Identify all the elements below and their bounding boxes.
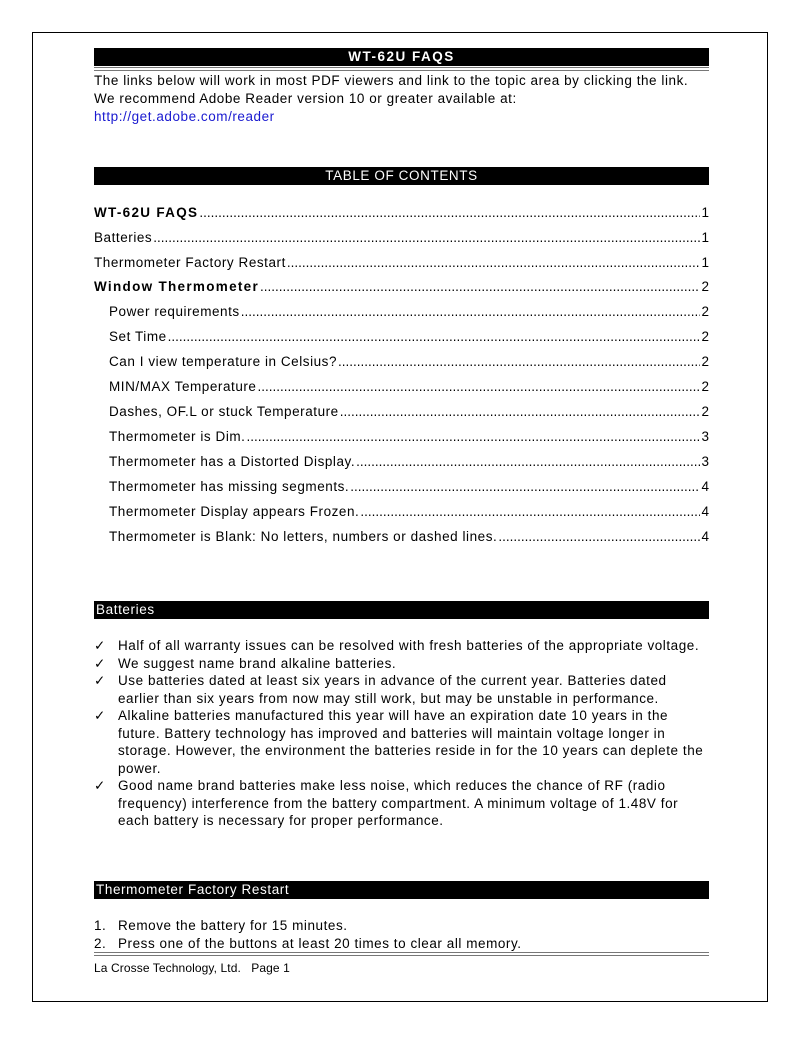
- batteries-list-container: [94, 637, 709, 830]
- toc-entry-label: Thermometer Display appears Frozen.: [109, 504, 360, 519]
- toc-entry-page: 4: [701, 479, 709, 494]
- toc-entry-label: Can I view temperature in Celsius?: [109, 354, 338, 369]
- toc-entry-page: 3: [701, 429, 709, 444]
- toc-leader-dots: [338, 353, 700, 371]
- toc-entry-min-max[interactable]: [109, 378, 709, 396]
- step-number: 1.: [94, 918, 107, 933]
- toc-entry-batteries[interactable]: [94, 229, 709, 247]
- intro-text: The links below will work in most PDF viewers and link to the topic area by clicking the link. We recommend Adobe Reader version 10 or greater available at:: [94, 73, 689, 106]
- toc-entry-label: Dashes, OF.L or stuck Temperature: [109, 404, 339, 419]
- checkmark-icon: ✓: [94, 638, 106, 653]
- list-item: 2. Press one of the buttons at least 20 times to clear all memory.: [94, 936, 522, 951]
- toc-entry-page: 1: [701, 230, 709, 245]
- page-frame: [32, 32, 768, 1002]
- step-number: 2.: [94, 936, 107, 951]
- toc-entry-dashes[interactable]: [109, 403, 709, 421]
- intro-paragraph: [94, 72, 709, 126]
- toc-entry-page: 3: [701, 454, 709, 469]
- toc-entry-label: Batteries: [94, 230, 153, 245]
- toc-entry-missing-segments[interactable]: [109, 478, 709, 496]
- toc-entry-wt62u-faqs[interactable]: [94, 204, 709, 222]
- toc-leader-dots: [287, 254, 701, 272]
- toc-entry-page: 2: [701, 354, 709, 369]
- toc-entry-blank[interactable]: [109, 528, 709, 546]
- toc-leader-dots: [199, 204, 700, 222]
- document-title: WT-62U FAQS: [348, 49, 455, 64]
- document-title-bar: [94, 48, 709, 66]
- toc-entry-frozen[interactable]: [109, 503, 709, 521]
- toc-entry-label: Window Thermometer: [94, 279, 260, 294]
- toc-entry-label: MIN/MAX Temperature: [109, 379, 257, 394]
- factory-restart-heading: Thermometer Factory Restart: [96, 882, 290, 897]
- toc-entry-label: Thermometer Factory Restart: [94, 255, 286, 270]
- checkmark-icon: ✓: [94, 655, 106, 671]
- toc-entry-label: WT-62U FAQS: [94, 205, 199, 220]
- toc-entry-label: Power requirements: [109, 304, 240, 319]
- list-item: ✓ We suggest name brand alkaline batteries.: [94, 655, 397, 671]
- batteries-list: [94, 637, 709, 830]
- toc-entry-label: Set Time: [109, 329, 167, 344]
- restart-steps: [94, 917, 709, 953]
- toc-entry-factory-restart[interactable]: [94, 254, 709, 272]
- toc-entry-distorted[interactable]: [109, 453, 709, 471]
- checkmark-icon: ✓: [94, 673, 106, 688]
- toc-entry-page: 2: [701, 304, 709, 319]
- toc-entry-page: 4: [701, 504, 709, 519]
- toc-title-bar: [94, 167, 709, 185]
- toc-entry-page: 1: [701, 205, 709, 220]
- footer-rule: [94, 952, 709, 956]
- toc-entry-page: 2: [701, 329, 709, 344]
- toc-title: TABLE OF CONTENTS: [325, 168, 478, 183]
- batteries-heading-bar: [94, 601, 709, 619]
- toc-leader-dots: [360, 503, 700, 521]
- page-footer: La Crosse Technology, Ltd. Page 1: [94, 961, 290, 975]
- list-item: ✓ Half of all warranty issues can be resolved with fresh batteries of the appropriate voltage.: [94, 638, 700, 653]
- toc-entry-dim[interactable]: [109, 428, 709, 446]
- toc-leader-dots: [350, 478, 700, 496]
- toc-entry-label: Thermometer has a Distorted Display.: [109, 454, 356, 469]
- checkmark-icon: ✓: [94, 778, 106, 793]
- list-item: 1. Remove the battery for 15 minutes.: [94, 918, 348, 933]
- title-rule: [94, 67, 709, 71]
- toc-entry-page: 2: [701, 279, 709, 294]
- toc-leader-dots: [168, 328, 701, 346]
- toc-entry-page: 2: [701, 404, 709, 419]
- toc-leader-dots: [246, 428, 700, 446]
- toc-leader-dots: [498, 528, 700, 546]
- toc-entry-window-thermometer[interactable]: [94, 278, 709, 296]
- toc-entry-page: 4: [701, 529, 709, 544]
- toc-entry-celsius[interactable]: [109, 353, 709, 371]
- toc-entry-label: Thermometer is Dim.: [109, 429, 246, 444]
- toc-entry-power-requirements[interactable]: [109, 303, 709, 321]
- toc-entry-page: 1: [701, 255, 709, 270]
- toc-leader-dots: [340, 403, 701, 421]
- checkmark-icon: ✓: [94, 708, 106, 723]
- batteries-heading: Batteries: [96, 602, 155, 617]
- toc-leader-dots: [258, 378, 701, 396]
- toc-entry-label: Thermometer has missing segments.: [109, 479, 350, 494]
- toc-leader-dots: [356, 453, 700, 471]
- toc-leader-dots: [241, 303, 701, 321]
- restart-steps-container: [94, 917, 709, 953]
- toc-entry-page: 2: [701, 379, 709, 394]
- toc-entry-set-time[interactable]: [109, 328, 709, 346]
- toc-entry-label: Thermometer is Blank: No letters, numbers or dashed lines.: [109, 529, 498, 544]
- list-item: ✓ Good name brand batteries make less noise, which reduces the chance of RF (radio frequency) interference from the battery compartment. A minimum voltage of 1.48V for each battery is necessary for proper performance.: [94, 778, 679, 828]
- factory-restart-heading-bar: [94, 881, 709, 899]
- toc-leader-dots: [153, 229, 700, 247]
- list-item: ✓ Alkaline batteries manufactured this year will have an expiration date 10 years in the future. Battery technology has improved and batteries will maintain voltage longer in storage. However, the environment the batteries reside in for the 10 years can deplete the power.: [94, 708, 704, 776]
- adobe-reader-link[interactable]: http://get.adobe.com/reader: [94, 109, 275, 124]
- list-item: ✓ Use batteries dated at least six years in advance of the current year. Batteries dated earlier than six years from now may still work, but may be unstable in performance.: [94, 673, 667, 706]
- toc-leader-dots: [260, 278, 700, 296]
